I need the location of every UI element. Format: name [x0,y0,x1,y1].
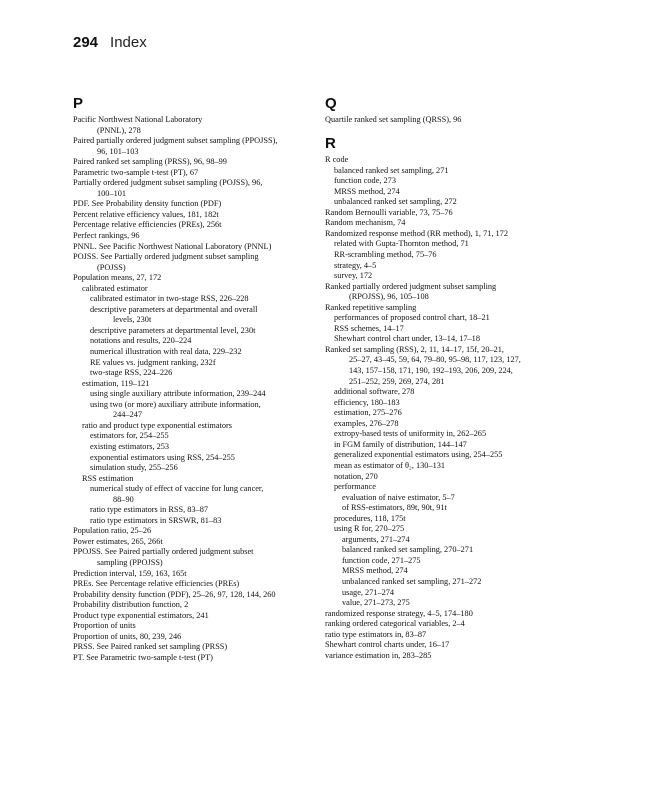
index-entry: efficiency, 180–183 [334,397,400,407]
index-entry: 100–101 [97,188,127,198]
index-entry: extropy-based tests of uniformity in, 262–265 [334,429,487,439]
index-entry: usage, 271–274 [342,587,395,597]
page-header [73,34,147,54]
index-entry: unbalanced ranked set sampling, 272 [334,197,457,207]
index-entry: Percent relative efficiency values, 181, 182t [73,209,219,219]
index-entry: Probability density function (PDF), 25–26, 97, 128, 144, 260 [73,589,276,599]
index-entry: PDF. See Probability density function (PDF) [73,199,222,209]
index-entry: descriptive parameters at departmental and overall [90,304,258,314]
index-entry: ranking ordered categorical variables, 2–4 [325,619,465,629]
index-entry: Percentage relative efficiencies (PREs), 256t [73,220,222,230]
index-entry: PT. See Parametric two-sample t-test (PT) [73,652,213,662]
index-entry: Random mechanism, 74 [325,218,406,228]
index-entry: PRSS. See Paired ranked set sampling (PRSS) [73,642,228,652]
index-entry: PREs. See Percentage relative efficiencies (PREs) [73,579,240,589]
index-entry: balanced ranked set sampling, 270–271 [342,545,474,555]
index-entry: Ranked partially ordered judgment subset sampling [325,281,497,291]
index-entry: Power estimates, 265, 266t [73,536,163,546]
index-entry: Population ratio, 25–26 [73,526,152,536]
index-entry: Pacific Northwest National Laboratory [73,115,203,124]
page-title: Index [110,34,147,51]
index-entry: 251–252, 259, 269, 274, 281 [349,376,445,386]
index-entry: ratio and product type exponential estimators [82,420,232,430]
index-entry: numerical illustration with real data, 229–232 [90,347,242,357]
index-column-right [325,96,575,661]
index-entry: using single auxiliary attribute information, 239–244 [90,389,266,399]
index-entry: function code, 271–275 [342,555,421,565]
index-entry: Paired ranked set sampling (PRSS), 96, 98–99 [73,157,227,167]
index-entry: ratio type estimators in SRSWR, 81–83 [90,515,222,525]
index-entry: calibrated estimator in two-stage RSS, 226–228 [90,294,249,304]
index-entry: 25–27, 43–45, 59, 64, 79–80, 95–98, 117, 123, 127, [349,355,521,365]
index-entry: Ranked repetitive sampling [325,302,417,312]
index-entry: mean as estimator of θ₂, 130–131 [334,460,446,470]
index-entry: (PNNL), 278 [97,125,141,135]
index-entry: RSS estimation [82,473,134,483]
index-entry: arguments, 271–274 [342,534,410,544]
index-entry: unbalanced ranked set sampling, 271–272 [342,576,482,586]
section-gap [325,126,575,137]
index-entry: POJSS. See Partially ordered judgment subset sampling [73,252,259,262]
index-entry: function code, 273 [334,176,396,186]
index-entry: RSS schemes, 14–17 [334,323,404,333]
index-entry: Proportion of units, 80, 239, 246 [73,631,182,641]
index-entry: RE values vs. judgment ranking, 232f [90,357,216,367]
index-entry: variance estimation in, 283–285 [325,650,432,660]
index-entry: evaluation of naive estimator, 5–7 [342,492,455,502]
index-entry: exponential estimators using RSS, 254–255 [90,452,235,462]
index-entry: PPOJSS. See Paired partially ordered judgment subset [73,547,254,557]
index-entry: Prediction interval, 159, 163, 165t [73,568,187,578]
index-entry: ratio type estimators in, 83–87 [325,629,427,639]
index-entry: Shewhart control chart under, 13–14, 17–18 [334,334,480,344]
index-entry: estimation, 275–276 [334,408,402,418]
index-entry: performance [334,482,376,492]
index-entry: Population means, 27, 172 [73,273,162,283]
index-entry: simulation study, 255–256 [90,463,178,473]
index-entry: descriptive parameters at departmental level, 230t [90,325,256,335]
index-entry: PNNL. See Pacific Northwest National Laboratory (PNNL) [73,241,272,251]
index-entry: balanced ranked set sampling, 271 [334,165,449,175]
index-entry: survey, 172 [334,271,373,281]
index-entry: generalized exponential estimators using, 254–255 [334,450,503,460]
page-number: 294 [73,34,99,51]
index-entry: value, 271–273, 275 [342,598,410,608]
index-entry: (RPOJSS), 96, 105–108 [349,292,429,302]
index-entry: Product type exponential estimators, 241 [73,610,209,620]
index-entry: related with Gupta-Thornton method, 71 [334,239,469,249]
index-entry: Shewhart control charts under, 16–17 [325,640,450,650]
index-entry: 244–247 [113,410,143,420]
index-entry: additional software, 278 [334,387,415,397]
index-entry: of RSS-estimators, 89t, 90t, 91t [342,503,447,513]
index-entry: 143, 157–158, 171, 190, 192–193, 206, 209, 224, [349,366,513,376]
index-entry: 88–90 [113,494,134,504]
index-entry: MRSS method, 274 [334,186,400,196]
index-entry: estimators for, 254–255 [90,431,169,441]
index-entry: RR-scrambling method, 75–76 [334,250,437,260]
index-entry: procedures, 118, 175t [334,513,406,523]
index-entry: two-stage RSS, 224–226 [90,368,173,378]
index-entry: 96, 101–103 [97,146,139,156]
index-entry: notations and results, 220–224 [90,336,192,346]
index-entry: Paired partially ordered judgment subset sampling (PPOJSS), [73,136,278,146]
index-entry: Parametric two-sample t-test (PT), 67 [73,167,199,177]
index-list-r [325,155,575,661]
section-letter-p: P [73,95,84,112]
index-entry: notation, 270 [334,471,378,481]
index-entry: (POJSS) [97,262,126,272]
index-entry: ratio type estimators in RSS, 83–87 [90,505,208,515]
index-entry: randomized response strategy, 4–5, 174–180 [325,608,473,618]
index-entry: Probability distribution function, 2 [73,600,189,610]
index-entry: Partially ordered judgment subset sampling (POJSS), 96, [73,178,263,188]
index-entry: examples, 276–278 [334,418,399,428]
index-list-q [325,115,575,126]
index-entry: R code [325,155,349,165]
index-list-p [73,115,323,663]
index-entry: levels, 230t [113,315,152,325]
index-entry: Quartile ranked set sampling (QRSS), 96 [325,115,462,124]
index-entry: Ranked set sampling (RSS), 2, 11, 14–17, 15f, 20–21, [325,344,504,354]
index-entry: performances of proposed control chart, 18–21 [334,313,490,323]
index-entry: in FGM family of distribution, 144–147 [334,439,467,449]
index-entry: sampling (PPOJSS) [97,557,163,567]
index-entry: estimation, 119–121 [82,378,150,388]
index-entry: Perfect rankings, 96 [73,231,140,241]
index-entry: using two (or more) auxiliary attribute information, [90,399,261,409]
index-entry: Random Bernoulli variable, 73, 75–76 [325,207,453,217]
section-letter-r: R [325,135,336,153]
index-entry: numerical study of effect of vaccine for lung cancer, [90,484,264,494]
index-entry: strategy, 4–5 [334,260,377,270]
index-column-left [73,96,323,663]
index-entry: existing estimators, 253 [90,441,170,451]
index-entry: calibrated estimator [82,283,148,293]
index-entry: Randomized response method (RR method), 1, 71, 172 [325,228,508,238]
index-entry: Proportion of units [73,621,136,631]
index-entry: using R for, 270–275 [334,524,405,534]
section-letter-q: Q [325,95,337,112]
index-entry: MRSS method, 274 [342,566,408,576]
